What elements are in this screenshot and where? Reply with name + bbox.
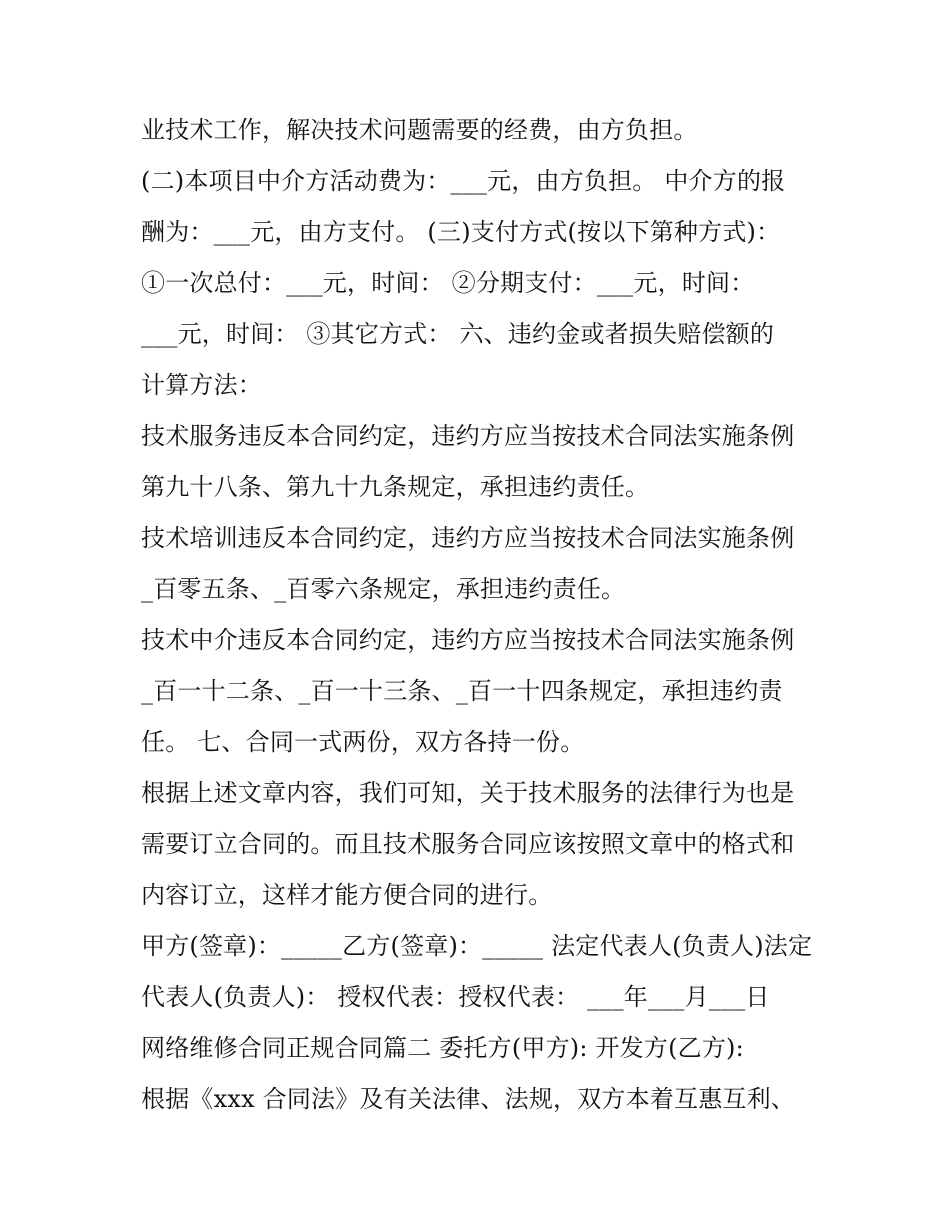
text-line: 技术服务违反本合同约定，违约方应当按技术合同法实施条例 [141,422,795,450]
text-line: ①一次总付：___元，时间： ②分期支付：___元，时间： [141,269,755,297]
text-line: 第九十八条、第九十九条规定，承担违约责任。 [141,473,650,501]
text-line: 任。 七、合同一式两份，双方各持一份。 [141,728,585,756]
text-line: 内容订立，这样才能方便合同的进行。 [141,881,553,909]
text-line: 根据上述文章内容，我们可知，关于技术服务的法律行为也是 [141,779,795,807]
text-line: (二)本项目中介方活动费为：___元，由方负担。 中介方的报 [141,167,786,195]
text-line: 业技术工作，解决技术问题需要的经费，由方负担。 [141,116,698,144]
document-body [141,105,821,1125]
text-line: 技术培训违反本合同约定，违约方应当按技术合同法实施条例 [141,524,795,552]
text-line: 代表人(负责人)： 授权代表：授权代表： ___年___月___日 [141,983,770,1011]
text-line: 技术中介违反本合同约定，违约方应当按技术合同法实施条例 [141,626,795,654]
text-line: _百一十二条、_百一十三条、_百一十四条规定，承担违约责 [141,677,783,705]
text-line: 需要订立合同的。而且技术服务合同应该按照文章中的格式和 [141,830,795,858]
text-line: 酬为：___元，由方支付。 (三)支付方式(按以下第种方式)： [141,218,781,246]
text-line: _百零五条、_百零六条规定，承担违约责任。 [141,575,626,603]
text-line: 计算方法： [141,371,262,399]
text-line: ___元，时间： ③其它方式： 六、违约金或者损失赔偿额的 [141,320,775,348]
text-line: 网络维修合同正规合同篇二 委托方(甲方): 开发方(乙方): [141,1034,744,1062]
text-line: 根据《xxx 合同法》及有关法律、法规，双方本着互惠互利、 [141,1085,796,1113]
text-line: 甲方(签章)：_____乙方(签章)：_____ 法定代表人(负责人)法定 [141,932,813,960]
